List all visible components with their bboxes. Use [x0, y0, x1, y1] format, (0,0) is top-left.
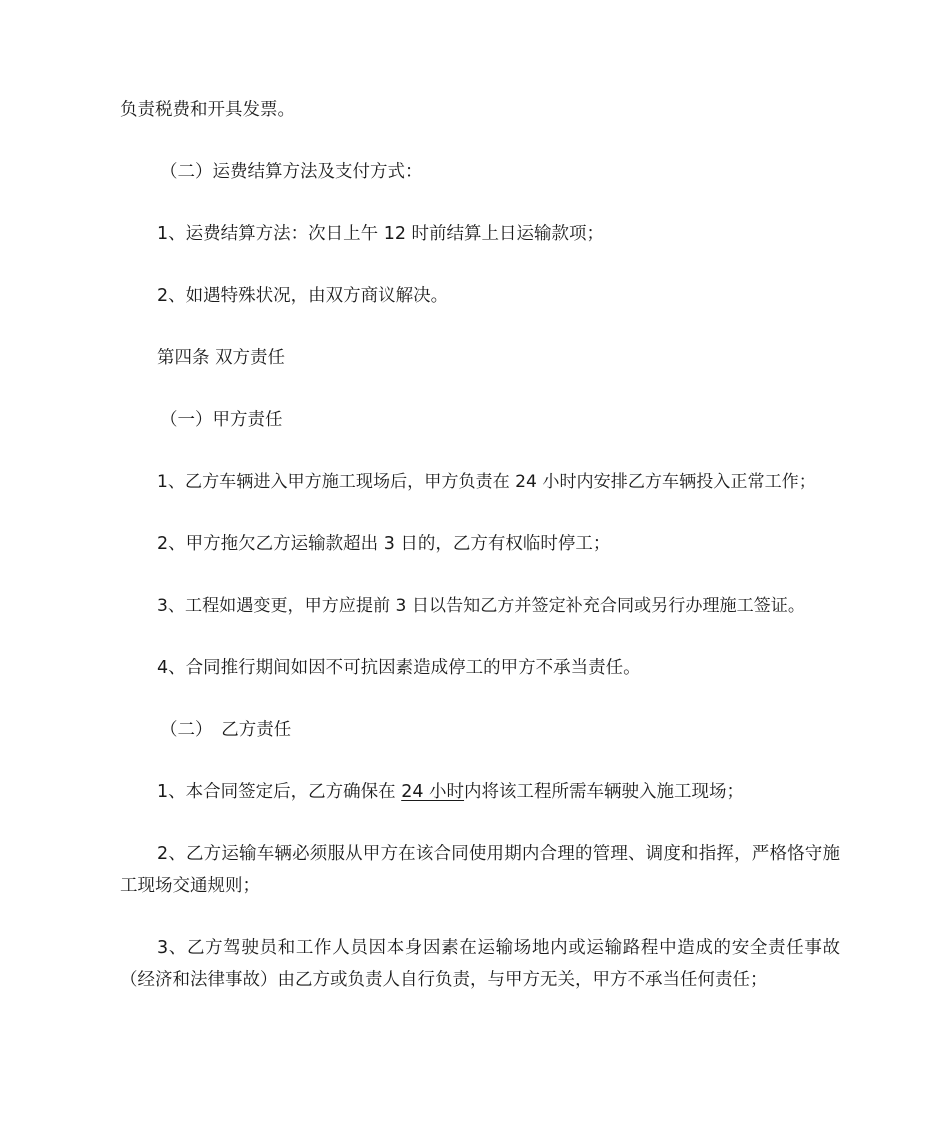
clause-settlement-method: 1、运费结算方法：次日上午 12 时前结算上日运输款项；	[157, 224, 605, 244]
clause-party-a-2: 2、甲方拖欠乙方运输款超出 3 日的，乙方有权临时停工；	[157, 534, 611, 554]
clause-party-b-3: 3、乙方驾驶员和工作人员因本身因素在运输场地内或运输路程中造成的安全责任事故（经济和法律事故）由乙方或负责人自行负责，与甲方无关，甲方不承当任何责任；	[120, 938, 840, 990]
clause-party-a-1: 1、乙方车辆进入甲方施工现场后，甲方负责在 24 小时内安排乙方车辆投入正常工作；	[157, 472, 816, 492]
clause-party-b-1	[157, 776, 877, 808]
clause-party-a-3: 3、工程如遇变更，甲方应提前 3 日以告知乙方并签定补充合同或另行办理施工签证。	[157, 596, 805, 616]
clause-party-b-2: 2、乙方运输车辆必须服从甲方在该合同使用期内合理的管理、调度和指挥，严格恪守施工现场交通规则；	[120, 844, 840, 896]
section-heading-settlement: （二）运费结算方法及支付方式：	[160, 162, 423, 182]
clause-party-a-4: 4、合同推行期间如因不可抗因素造成停工的甲方不承当责任。	[157, 658, 641, 678]
clause-party-b-1-end: 内将该工程所需车辆驶入施工现场；	[464, 782, 745, 802]
clause-party-b-1-start: 1、本合同签定后，乙方确保在	[157, 782, 402, 802]
section-heading-party-b: （二） 乙方责任	[160, 720, 292, 740]
clause-special-situation: 2、如遇特殊状况，由双方商议解决。	[157, 286, 449, 306]
article-heading-responsibilities: 第四条 双方责任	[157, 348, 286, 368]
section-heading-party-a: （一）甲方责任	[160, 410, 283, 430]
underlined-24-hours: 24 小时	[401, 782, 465, 802]
text-line-tax-invoice: 负责税费和开具发票。	[120, 100, 295, 120]
